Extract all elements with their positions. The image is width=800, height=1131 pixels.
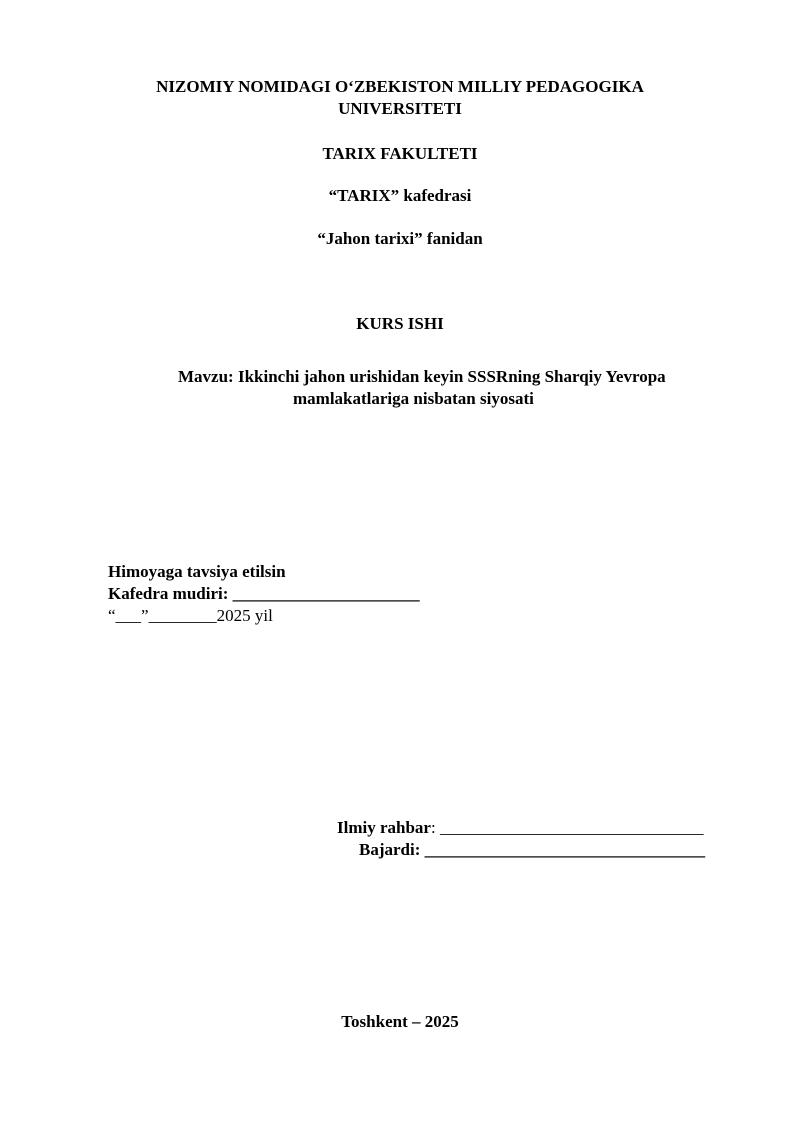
student-signature-field: Bajardi: _________________________________ [359, 840, 706, 859]
work-type-title: KURS ISHI [356, 314, 444, 333]
advisor-label: Ilmiy rahbar [337, 818, 431, 837]
university-name-line1: NIZOMIY NOMIDAGI O‘ZBEKISTON MILLIY PEDAGOGIKA [156, 77, 644, 96]
university-name-line2: UNIVERSITETI [338, 99, 462, 118]
topic-line1: Mavzu: Ikkinchi jahon urishidan keyin SSSRning Sharqiy Yevropa [178, 367, 666, 386]
faculty-name: TARIX FAKULTETI [322, 144, 478, 163]
approval-recommend: Himoyaga tavsiya etilsin [108, 562, 286, 581]
advisor-signature-field [337, 817, 703, 839]
subject-name: “Jahon tarixi” fanidan [317, 229, 483, 248]
advisor-signature-line: : _______________________________ [430, 818, 704, 837]
approval-date-field: “___”________2025 yil [108, 606, 273, 625]
department-name: “TARIX” kafedrasi [328, 186, 472, 205]
city-year: Toshkent – 2025 [341, 1012, 459, 1031]
department-head-field: Kafedra mudiri: ______________________ [108, 584, 420, 603]
topic-line2: mamlakatlariga nisbatan siyosati [293, 389, 534, 408]
